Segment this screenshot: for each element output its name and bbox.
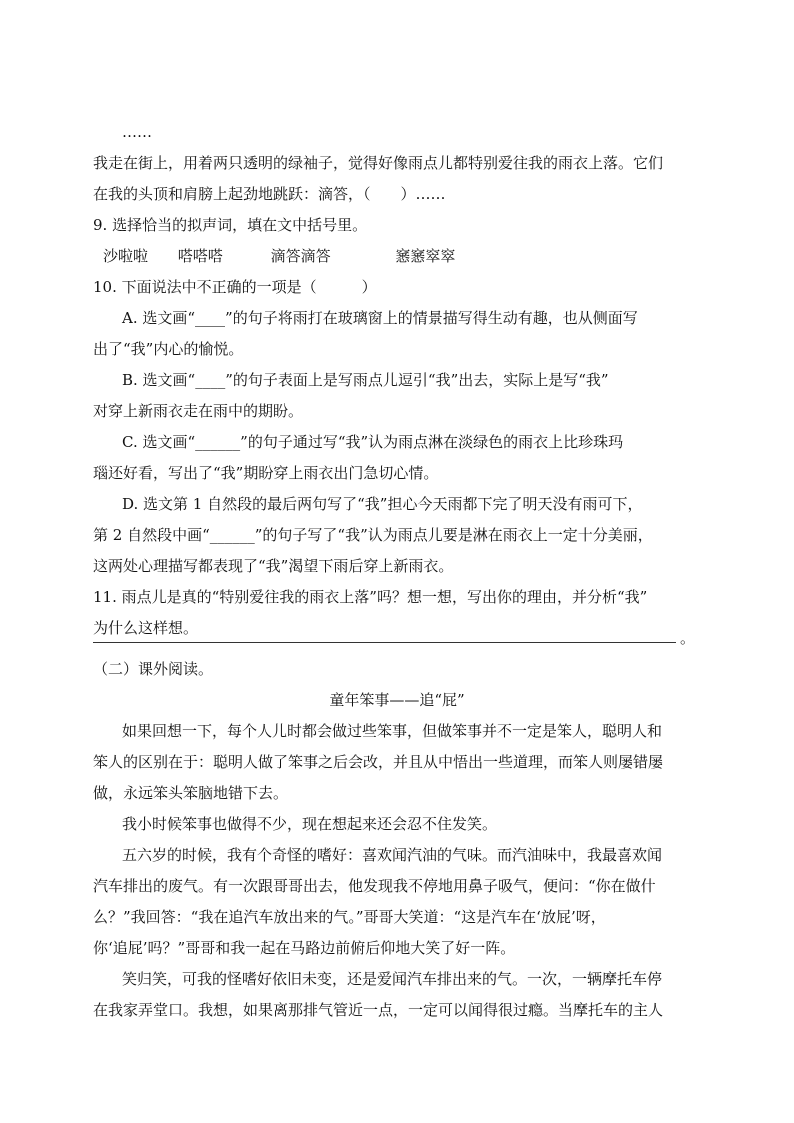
option-shalala: 沙啦啦 [103, 247, 149, 265]
section-heading: （二）课外阅读。 [93, 660, 214, 678]
option-d-line: 这两处心理描写都表现了“我”渴望下雨后穿上新雨衣。 [93, 557, 454, 575]
passage-ellipsis: …… [122, 123, 152, 141]
option-d-line: D. 选文第 1 自然段的最后两句写了“我”担心今天雨都下完了明天没有雨可下， [122, 495, 643, 513]
article-paragraph: 如果回想一下，每个人儿时都会做过些笨事，但做笨事并不一定是笨人，聪明人和 [122, 722, 663, 740]
question-9-prompt: 9. 选择恰当的拟声词，填在文中括号里。 [93, 216, 368, 234]
article-paragraph: 做，永远笨头笨脑地错下去。 [93, 784, 289, 802]
article-paragraph: 在我家弄堂口。我想，如果离那排气管近一点，一定可以闻得很过瘾。当摩托车的主人 [93, 1001, 664, 1019]
option-b-line: B. 选文画“____”的句子表面上是写雨点儿逗引“我”出去，实际上是写“我” [122, 371, 609, 389]
question-9-options [103, 246, 455, 266]
question-10-prompt: 10. 下面说法中不正确的一项是（ ） [93, 278, 377, 296]
article-paragraph: 笑归笑，可我的怪嗜好依旧未变，还是爱闻汽车排出来的气。一次，一辆摩托车停 [122, 970, 663, 988]
passage-line: 在我的头顶和肩膀上起劲地跳跃：滴答，（ ）…… [93, 185, 446, 203]
article-paragraph: 么？”我回答：“我在追汽车放出来的气。”哥哥大笑道：“这是汽车在‘放屁’呀， [93, 908, 606, 926]
article-paragraph: 五六岁的时候，我有个奇怪的嗜好：喜欢闻汽油的气味。而汽油味中，我最喜欢闻 [122, 846, 663, 864]
question-11-prompt: 为什么这样想。 [93, 619, 199, 637]
option-a-line: A. 选文画“____”的句子将雨打在玻璃窗上的情景描写得生动有趣，也从侧面写 [122, 309, 638, 327]
article-paragraph: 汽车排出的废气。有一次跟哥哥出去，他发现我不停地用鼻子吸气，便问：“你在做什 [93, 877, 656, 895]
option-didadida: 滴答滴答 [270, 247, 331, 265]
article-paragraph: 我小时候笨事也做得不少，现在想起来还会忍不住发笑。 [122, 815, 498, 833]
question-11-prompt: 11. 雨点儿是真的“特别爱往我的雨衣上落”吗？想一想，写出你的理由，并分析“我” [93, 588, 648, 606]
answer-end-mark: 。 [680, 629, 696, 647]
answer-line[interactable] [93, 642, 676, 643]
option-d-line: 第 2 自然段中画“______”的句子写了“我”认为雨点儿要是淋在雨衣上一定十分美丽， [93, 526, 653, 544]
option-a-line: 出了“我”内心的愉悦。 [93, 340, 244, 358]
passage-line: 我走在街上，用着两只透明的绿袖子，觉得好像雨点儿都特别爱往我的雨衣上落。它们 [93, 154, 664, 172]
option-dadada: 嗒嗒嗒 [177, 247, 223, 265]
article-title: 童年笨事——追“屁” [329, 691, 465, 709]
option-c-line: C. 选文画“______”的句子通过写“我”认为雨点淋在淡绿色的雨衣上比珍珠玛 [122, 433, 624, 451]
article-paragraph: 笨人的区别在于：聪明人做了笨事之后会改，并且从中悟出一些道理，而笨人则屡错屡 [93, 753, 664, 771]
article-paragraph: 你‘追屁’吗？”哥哥和我一起在马路边前俯后仰地大笑了好一阵。 [93, 939, 516, 957]
option-xixisusu: 窸窸窣窣 [395, 247, 456, 265]
option-b-line: 对穿上新雨衣走在雨中的期盼。 [93, 402, 304, 420]
option-c-line: 瑙还好看，写出了“我”期盼穿上雨衣出门急切心情。 [93, 464, 439, 482]
